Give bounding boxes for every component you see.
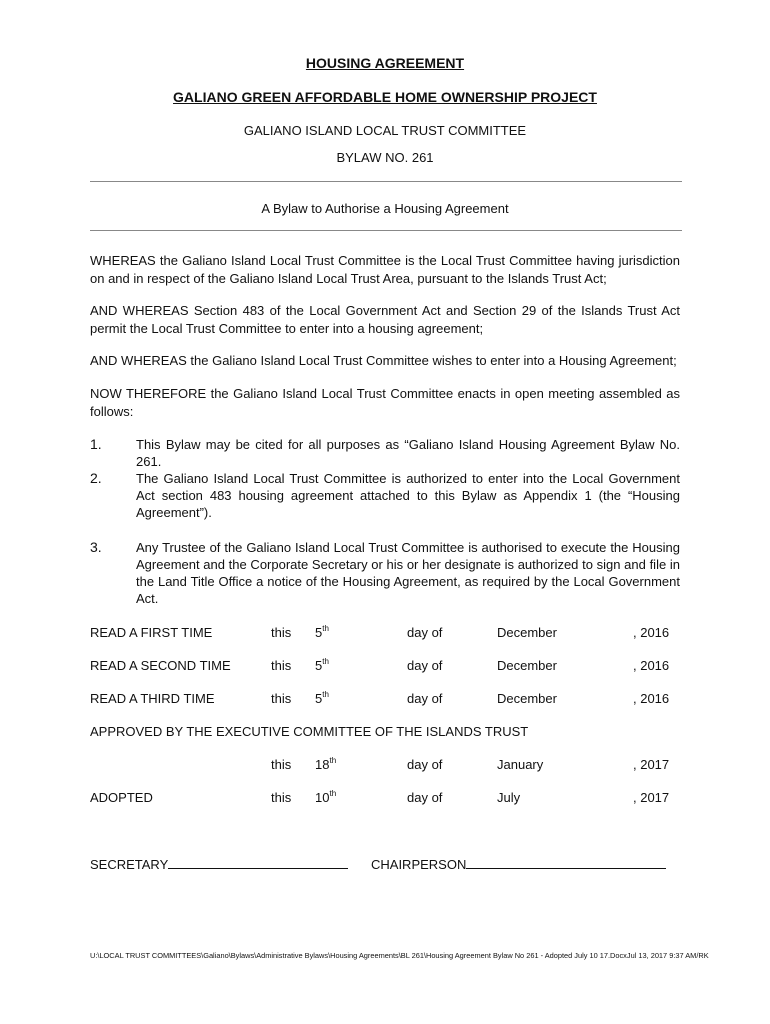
day-of-word: day of	[407, 757, 443, 772]
day-number: 5	[315, 691, 323, 706]
clause-text: This Bylaw may be cited for all purposes as “Galiano Island Housing Agreement Bylaw No. 261.	[136, 437, 680, 469]
month: December	[497, 691, 557, 706]
reading-label: READ A SECOND TIME	[90, 658, 231, 673]
day-of-word: day of	[407, 625, 443, 640]
divider-bottom	[90, 230, 682, 231]
day-of-word: day of	[407, 691, 443, 706]
file-path-footer: U:\LOCAL TRUST COMMITTEES\Galiano\Bylaws\Administrative Bylaws\Housing Agreements\BL 261\Housing Agreement Bylaw No 261 - Adopted July 10 17.DocxJul 13, 2017 9:37 AM/RK	[90, 951, 709, 960]
month: July	[497, 790, 521, 805]
month: December	[497, 625, 557, 640]
bylaw-number: BYLAW NO. 261	[336, 150, 434, 165]
recital-now-therefore: NOW THEREFORE the Galiano Island Local Trust Committee enacts in open meeting assembled as follows:	[90, 386, 680, 419]
clause-text: The Galiano Island Local Trust Committee is authorized to enter into the Local Government Act section 483 housing agreement attached to this Bylaw as Appendix 1 (the “Housing Agreement”).	[136, 471, 680, 520]
clause-number: 3.	[90, 539, 102, 555]
recital-and-whereas-wishes: AND WHEREAS the Galiano Island Local Trust Committee wishes to enter into a Housing Agreement;	[90, 353, 677, 368]
chairperson-signature-line[interactable]	[466, 855, 666, 869]
reading-label: READ A THIRD TIME	[90, 691, 215, 706]
year: , 2016	[633, 625, 670, 640]
committee-name: GALIANO ISLAND LOCAL TRUST COMMITTEE	[243, 123, 527, 138]
clause-number: 2.	[90, 470, 102, 486]
day-of-word: day of	[407, 790, 443, 805]
day-suffix: th	[322, 690, 329, 699]
day-number: 18	[315, 757, 330, 772]
clause-text: Any Trustee of the Galiano Island Local Trust Committee is authorised to execute the Housing Agreement and the Corporate Secretary or his or her designate is authorized to sign and file in the Land Title Office a notice of the Housing Agreement, as required by the Local Government Act.	[136, 540, 680, 606]
approved-heading: APPROVED BY THE EXECUTIVE COMMITTEE OF THE ISLANDS TRUST	[90, 724, 529, 739]
bylaw-subtitle: A Bylaw to Authorise a Housing Agreement	[261, 201, 509, 216]
day-number: 5	[315, 658, 323, 673]
day-of-word: day of	[407, 658, 443, 673]
month: January	[497, 757, 544, 772]
this-word: this	[271, 625, 292, 640]
year: , 2016	[633, 691, 670, 706]
this-word: this	[271, 658, 292, 673]
day-suffix: th	[329, 789, 337, 798]
reading-row-third	[90, 691, 682, 709]
reading-row-first	[90, 625, 682, 643]
secretary-signature-line[interactable]	[168, 855, 348, 869]
day-number: 5	[315, 625, 323, 640]
year: , 2016	[633, 658, 670, 673]
day-number: 10	[315, 790, 330, 805]
chairperson-signature	[371, 855, 666, 872]
year: , 2017	[633, 757, 670, 772]
day-suffix: th	[329, 756, 337, 765]
this-word: this	[271, 757, 292, 772]
day-suffix: th	[322, 657, 329, 666]
reading-row-second	[90, 658, 682, 676]
day-suffix: th	[322, 624, 329, 633]
approved-row	[90, 757, 682, 775]
month: December	[497, 658, 557, 673]
secretary-label: SECRETARY	[90, 857, 169, 872]
this-word: this	[271, 790, 292, 805]
recital-and-whereas-permit: AND WHEREAS Section 483 of the Local Government Act and Section 29 of the Islands Trust Act permit the Local Trust Committee to enter into a housing agreement;	[90, 303, 680, 336]
document-title: HOUSING AGREEMENT	[305, 55, 465, 71]
reading-label: ADOPTED	[90, 790, 153, 805]
chairperson-label: CHAIRPERSON	[371, 857, 467, 872]
project-title: GALIANO GREEN AFFORDABLE HOME OWNERSHIP PROJECT	[173, 89, 597, 105]
divider-top	[90, 181, 682, 182]
adopted-row	[90, 790, 682, 808]
reading-label: READ A FIRST TIME	[90, 625, 213, 640]
secretary-signature	[90, 855, 348, 872]
this-word: this	[271, 691, 292, 706]
recital-whereas: WHEREAS the Galiano Island Local Trust Committee is the Local Trust Committee having jurisdiction on and in respect of the Galiano Island Local Trust Area, pursuant to the Islands Trust Act;	[90, 253, 680, 286]
clause-number: 1.	[90, 436, 102, 452]
year: , 2017	[633, 790, 670, 805]
